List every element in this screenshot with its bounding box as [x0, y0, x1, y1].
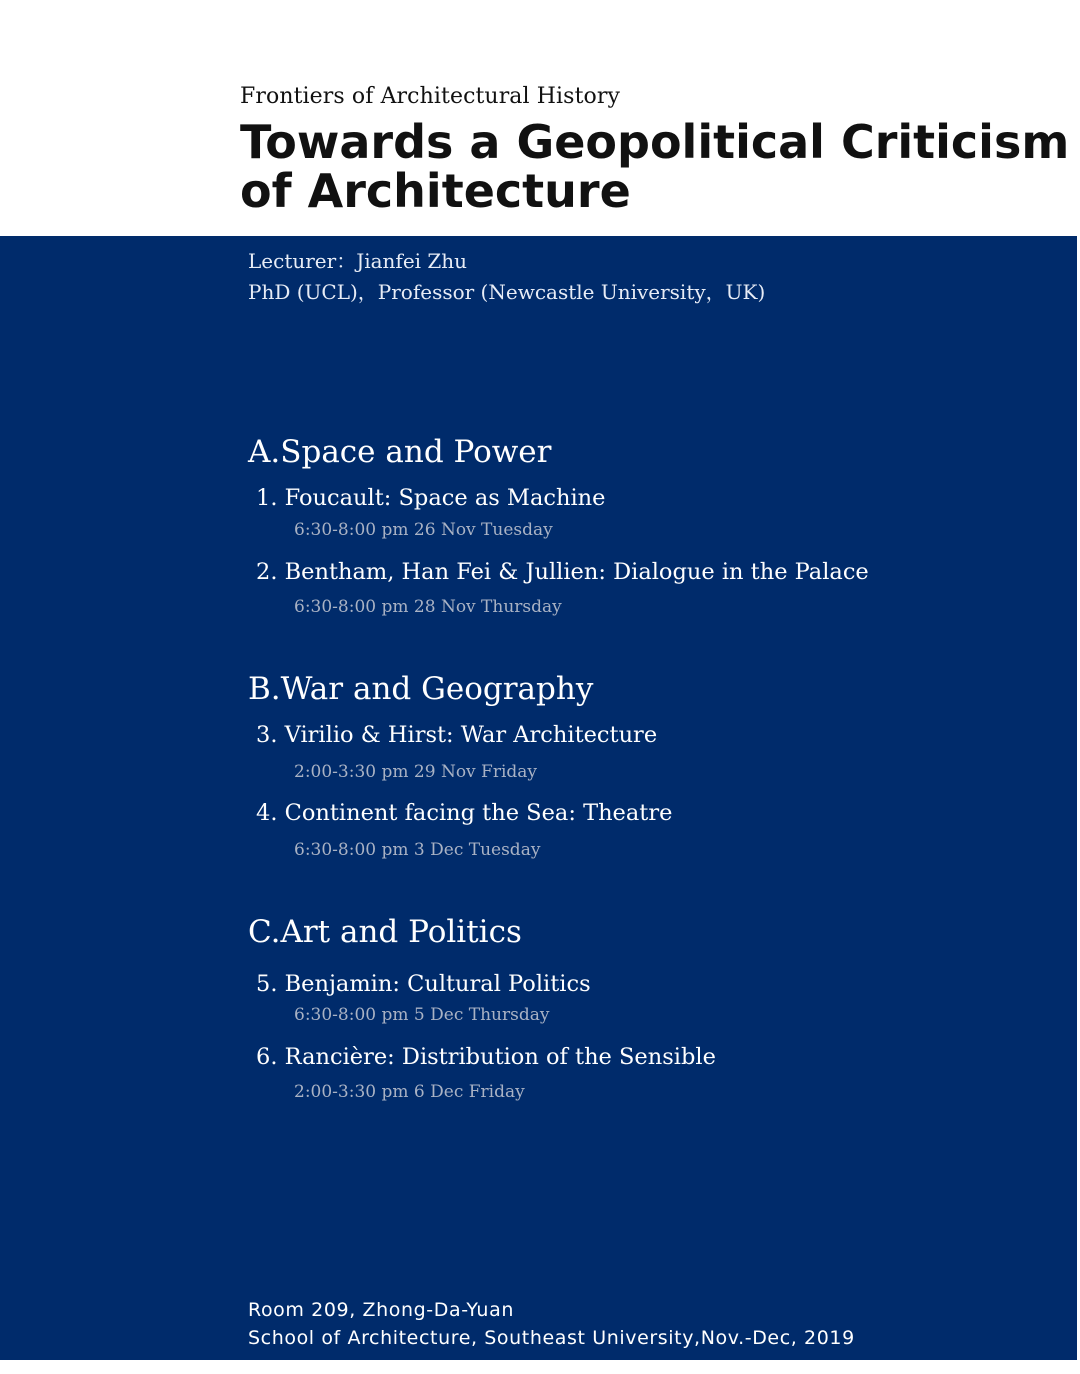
- lecturer-name: Lecturer：Jianfei Zhu: [248, 249, 468, 273]
- section-title-a: A.Space and Power: [248, 434, 552, 470]
- lecture-title-6: 6. Rancière: Distribution of the Sensible: [256, 1044, 716, 1070]
- lecture-time-1: 6:30-8:00 pm 26 Nov Tuesday: [294, 520, 553, 540]
- header: [0, 0, 1080, 236]
- page-title: [240, 115, 1080, 218]
- lecture-title-5: 5. Benjamin: Cultural Politics: [256, 971, 591, 997]
- lecture-title-4: 4. Continent facing the Sea: Theatre: [256, 800, 673, 826]
- section-title-b: B.War and Geography: [248, 671, 594, 707]
- footer-school: School of Architecture, Southeast University,Nov.-Dec, 2019: [248, 1327, 855, 1349]
- lecturer-credentials: PhD (UCL)，Professor (Newcastle University，UK): [248, 280, 766, 304]
- footer: [248, 1296, 855, 1352]
- lecture-time-6: 2:00-3:30 pm 6 Dec Friday: [294, 1082, 525, 1102]
- page-title-line-2: of Architecture: [240, 164, 631, 218]
- lecture-title-2: 2. Bentham, Han Fei & Jullien: Dialogue in the Palace: [256, 559, 869, 585]
- lecture-time-3: 2:00-3:30 pm 29 Nov Friday: [294, 762, 538, 782]
- lecture-time-4: 6:30-8:00 pm 3 Dec Tuesday: [294, 840, 541, 860]
- lecture-time-2: 6:30-8:00 pm 28 Nov Thursday: [294, 597, 562, 617]
- lecture-title-1: 1. Foucault: Space as Machine: [256, 485, 606, 511]
- page-title-line-1: Towards a Geopolitical Criticism: [240, 115, 1070, 169]
- footer-room: Room 209, Zhong-Da-Yuan: [248, 1299, 514, 1321]
- schedule-panel: [0, 236, 1077, 1360]
- lecture-time-5: 6:30-8:00 pm 5 Dec Thursday: [294, 1005, 550, 1025]
- lecturer-info: [248, 246, 765, 308]
- lecture-title-3: 3. Virilio & Hirst: War Architecture: [256, 722, 658, 748]
- series-title: Frontiers of Architectural History: [240, 84, 620, 109]
- section-title-c: C.Art and Politics: [248, 914, 522, 950]
